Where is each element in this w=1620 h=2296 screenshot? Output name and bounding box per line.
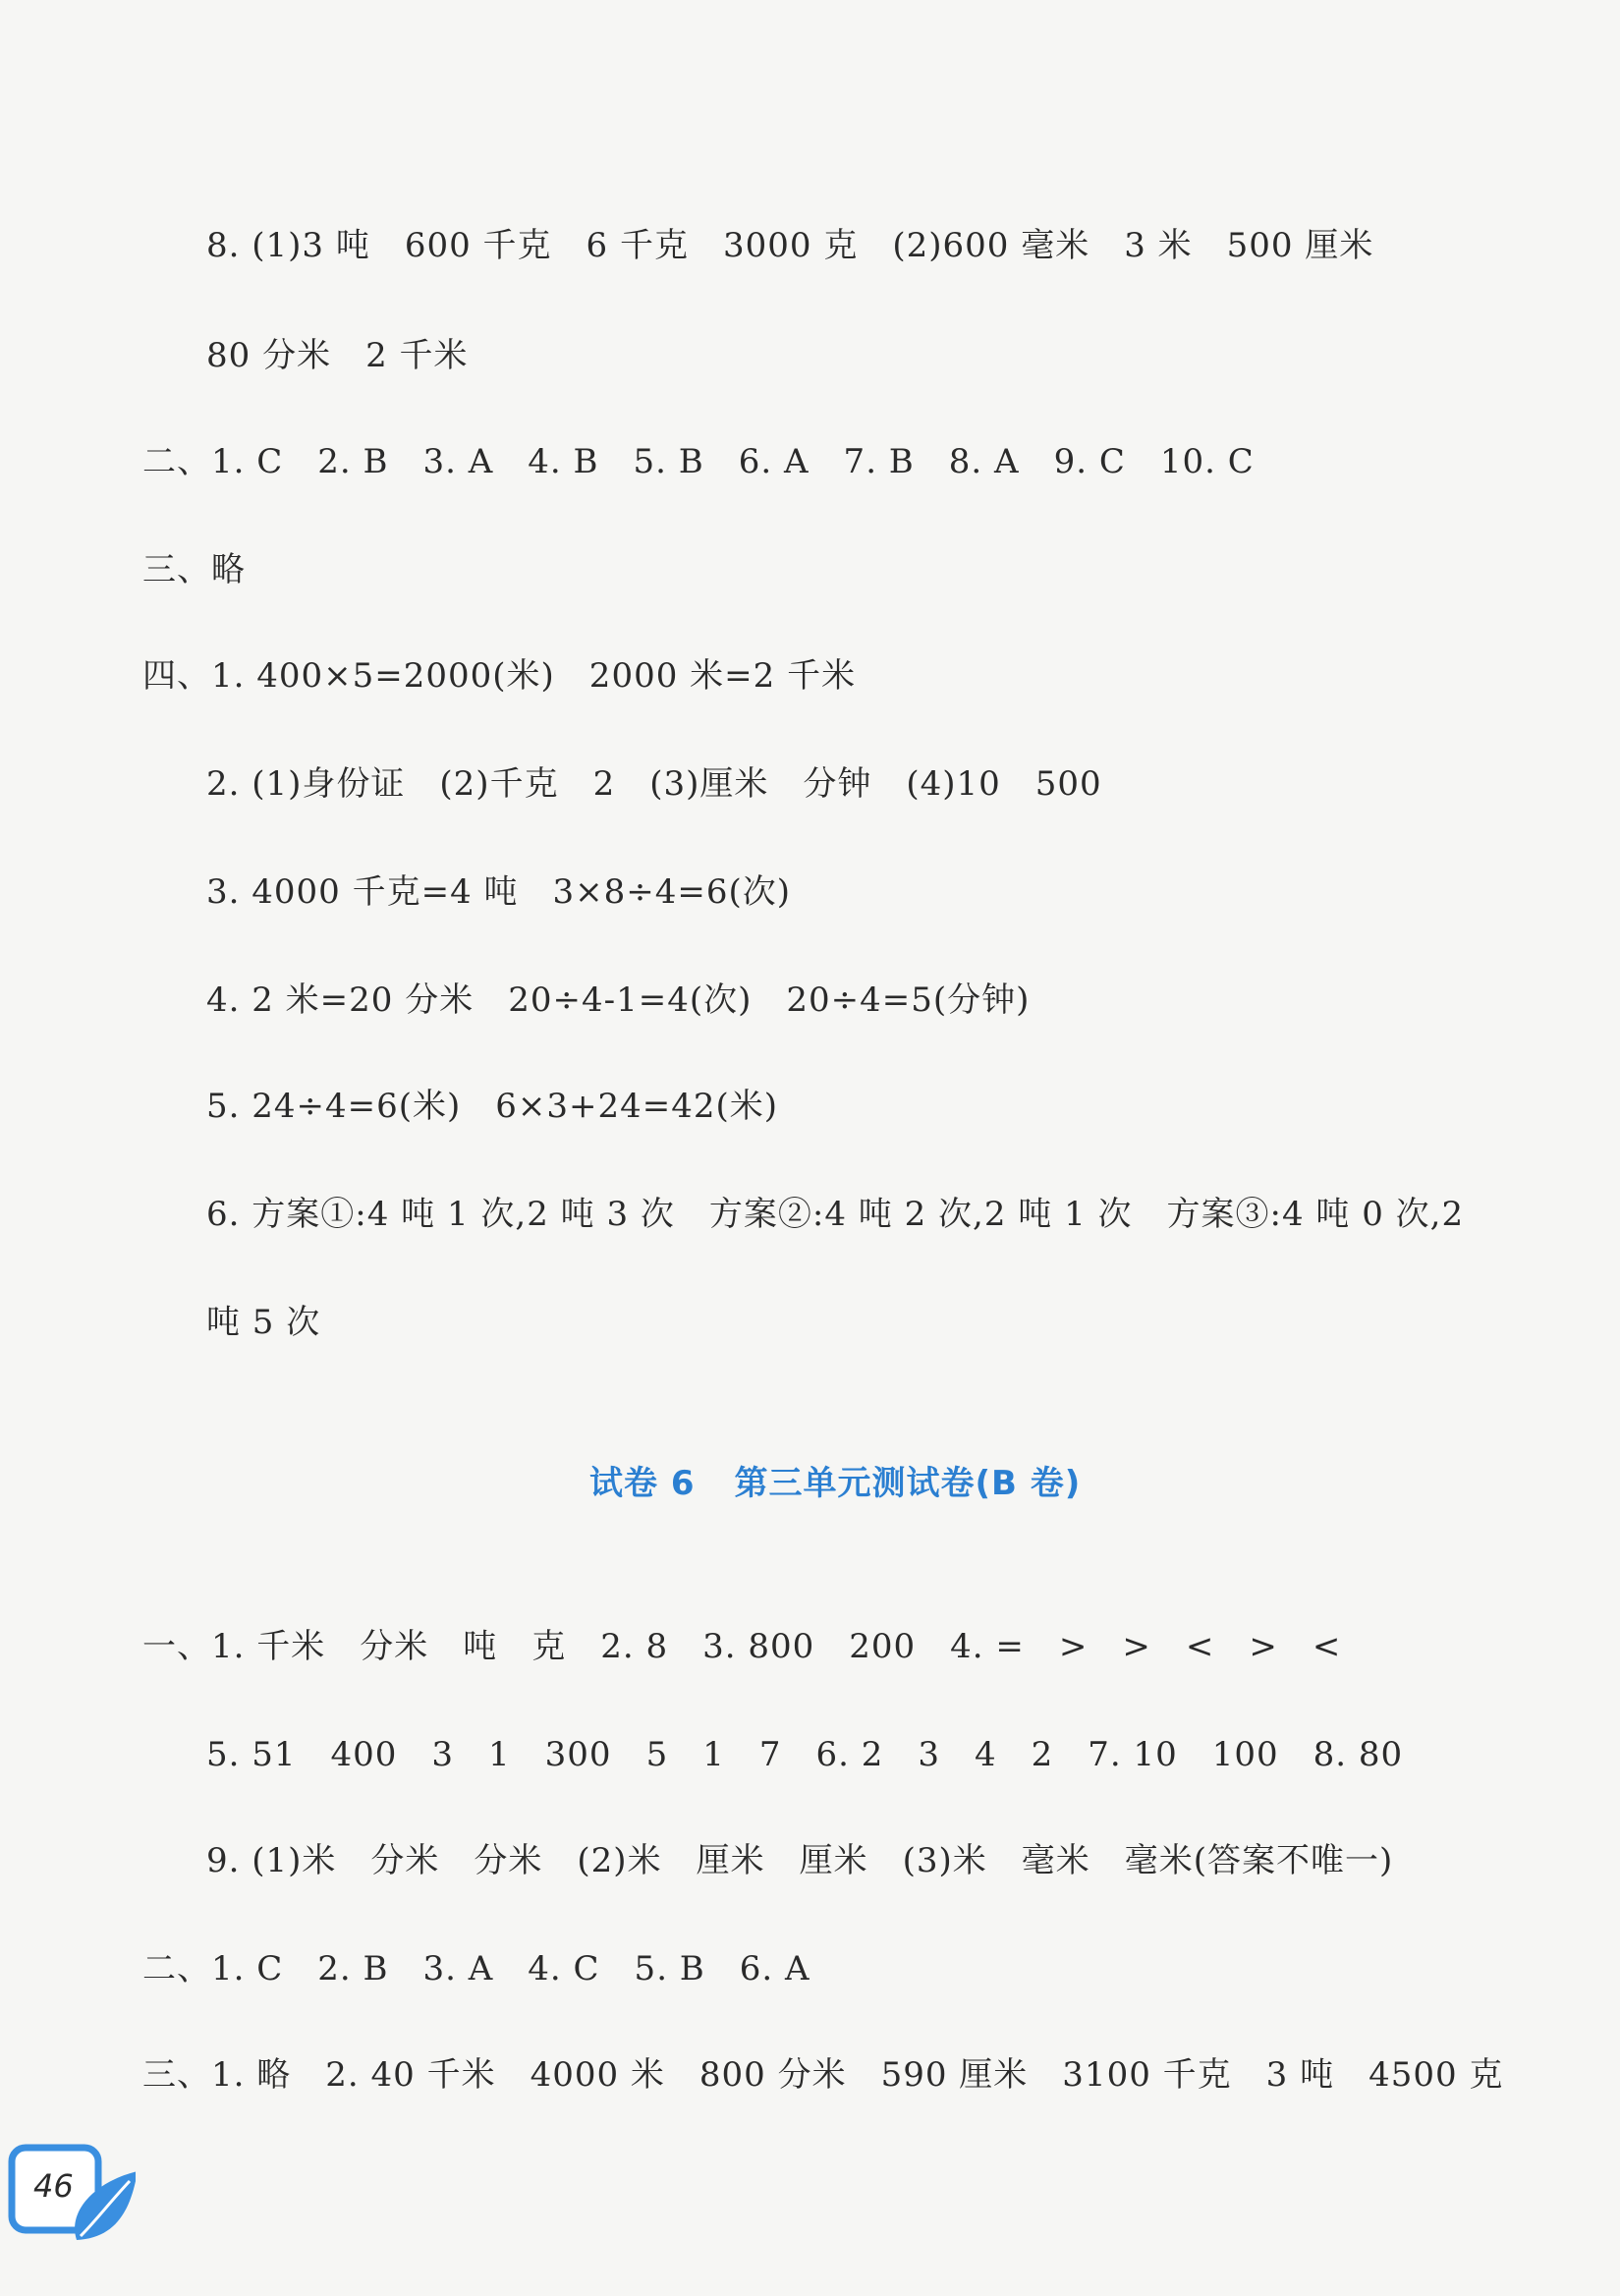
section-title: [589, 1462, 1081, 1505]
answer-line-2: 80 分米 2 千米: [206, 336, 469, 375]
answer-line-1: 8. (1)3 吨 600 千克 6 千克 3000 克 (2)600 毫米 3 米 500 厘米: [206, 226, 1374, 265]
answer-line-14: 9. (1)米 分米 分米 (2)米 厘米 厘米 (3)米 毫米 毫米(答案不唯一): [206, 1841, 1394, 1880]
answer-line-3: 二、1. C 2. B 3. A 4. B 5. B 6. A 7. B 8. A 9. C 10. C: [142, 442, 1255, 481]
answer-line-12: 一、1. 千米 分米 吨 克 2. 8 3. 800 200 4. = > > < > <: [142, 1627, 1342, 1666]
answer-line-6: 2. (1)身份证 (2)千克 2 (3)厘米 分钟 (4)10 500: [206, 764, 1102, 804]
answer-line-16: 三、1. 略 2. 40 千米 4000 米 800 分米 590 厘米 3100 千克 3 吨 4500 克: [142, 2055, 1504, 2095]
answer-line-11: 吨 5 次: [206, 1303, 321, 1342]
paper-name: 第三单元测试卷(B 卷): [734, 1464, 1082, 1503]
answer-line-7: 3. 4000 千克=4 吨 3×8÷4=6(次): [206, 872, 792, 912]
answer-line-9: 5. 24÷4=6(米) 6×3+24=42(米): [206, 1087, 779, 1126]
answer-line-8: 4. 2 米=20 分米 20÷4-1=4(次) 20÷4=5(分钟): [206, 980, 1031, 1020]
answer-line-15: 二、1. C 2. B 3. A 4. C 5. B 6. A: [142, 1949, 810, 1988]
page-number: 46: [33, 2167, 74, 2205]
answer-line-10: 6. 方案①:4 吨 1 次,2 吨 3 次 方案②:4 吨 2 次,2 吨 1 次 方案③:4 吨 0 次,2: [206, 1195, 1465, 1234]
answer-line-5: 四、1. 400×5=2000(米) 2000 米=2 千米: [142, 656, 857, 696]
answer-line-13: 5. 51 400 3 1 300 5 1 7 6. 2 3 4 2 7. 10 100 8. 80: [206, 1735, 1404, 1774]
answer-line-4: 三、略: [142, 550, 246, 589]
paper-number: 试卷 6: [589, 1464, 696, 1503]
page-number-badge: [8, 2142, 136, 2250]
